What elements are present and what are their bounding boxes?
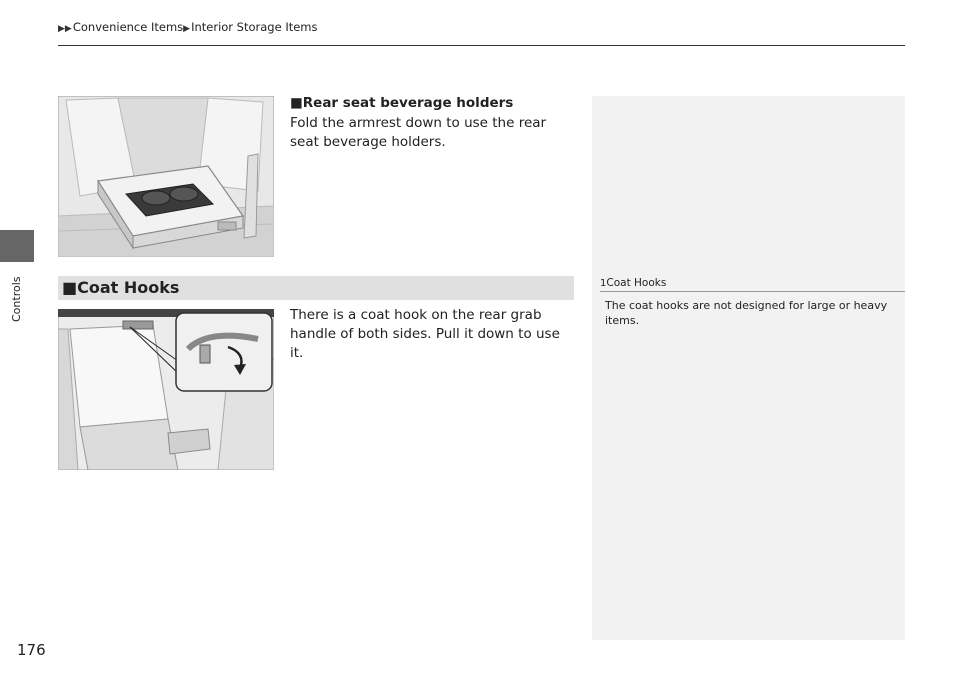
- section-paragraph: There is a coat hook on the rear grab handle of both sides. Pull it down to use it.: [290, 307, 560, 361]
- page-number: 176: [17, 641, 46, 659]
- triangle-right-icon: ▶: [183, 24, 191, 34]
- breadcrumb-item-convenience[interactable]: Convenience Items: [72, 20, 184, 34]
- header-divider: [58, 45, 905, 46]
- coat-hook-illustration: [58, 309, 274, 470]
- notes-sidebar: [592, 96, 905, 640]
- note-marker-icon: 1: [600, 278, 607, 289]
- subsection-heading: ■Rear seat beverage holders: [290, 95, 514, 111]
- beverage-holder-illustration: [58, 96, 274, 257]
- section-heading: ■Coat Hooks: [62, 278, 180, 297]
- chapter-label: Controls: [10, 276, 23, 322]
- note-divider: [600, 291, 905, 292]
- note-title: 1Coat Hooks: [600, 277, 667, 289]
- note-text: The coat hooks are not designed for large or heavy items.: [605, 299, 888, 327]
- subsection-paragraph: Fold the armrest down to use the rear seat beverage holders.: [290, 115, 547, 150]
- breadcrumb: [58, 20, 318, 34]
- chapter-tab: [0, 230, 34, 262]
- triangle-right-icon: ▶▶: [58, 24, 72, 34]
- breadcrumb-item-interior-storage[interactable]: Interior Storage Items: [191, 20, 318, 34]
